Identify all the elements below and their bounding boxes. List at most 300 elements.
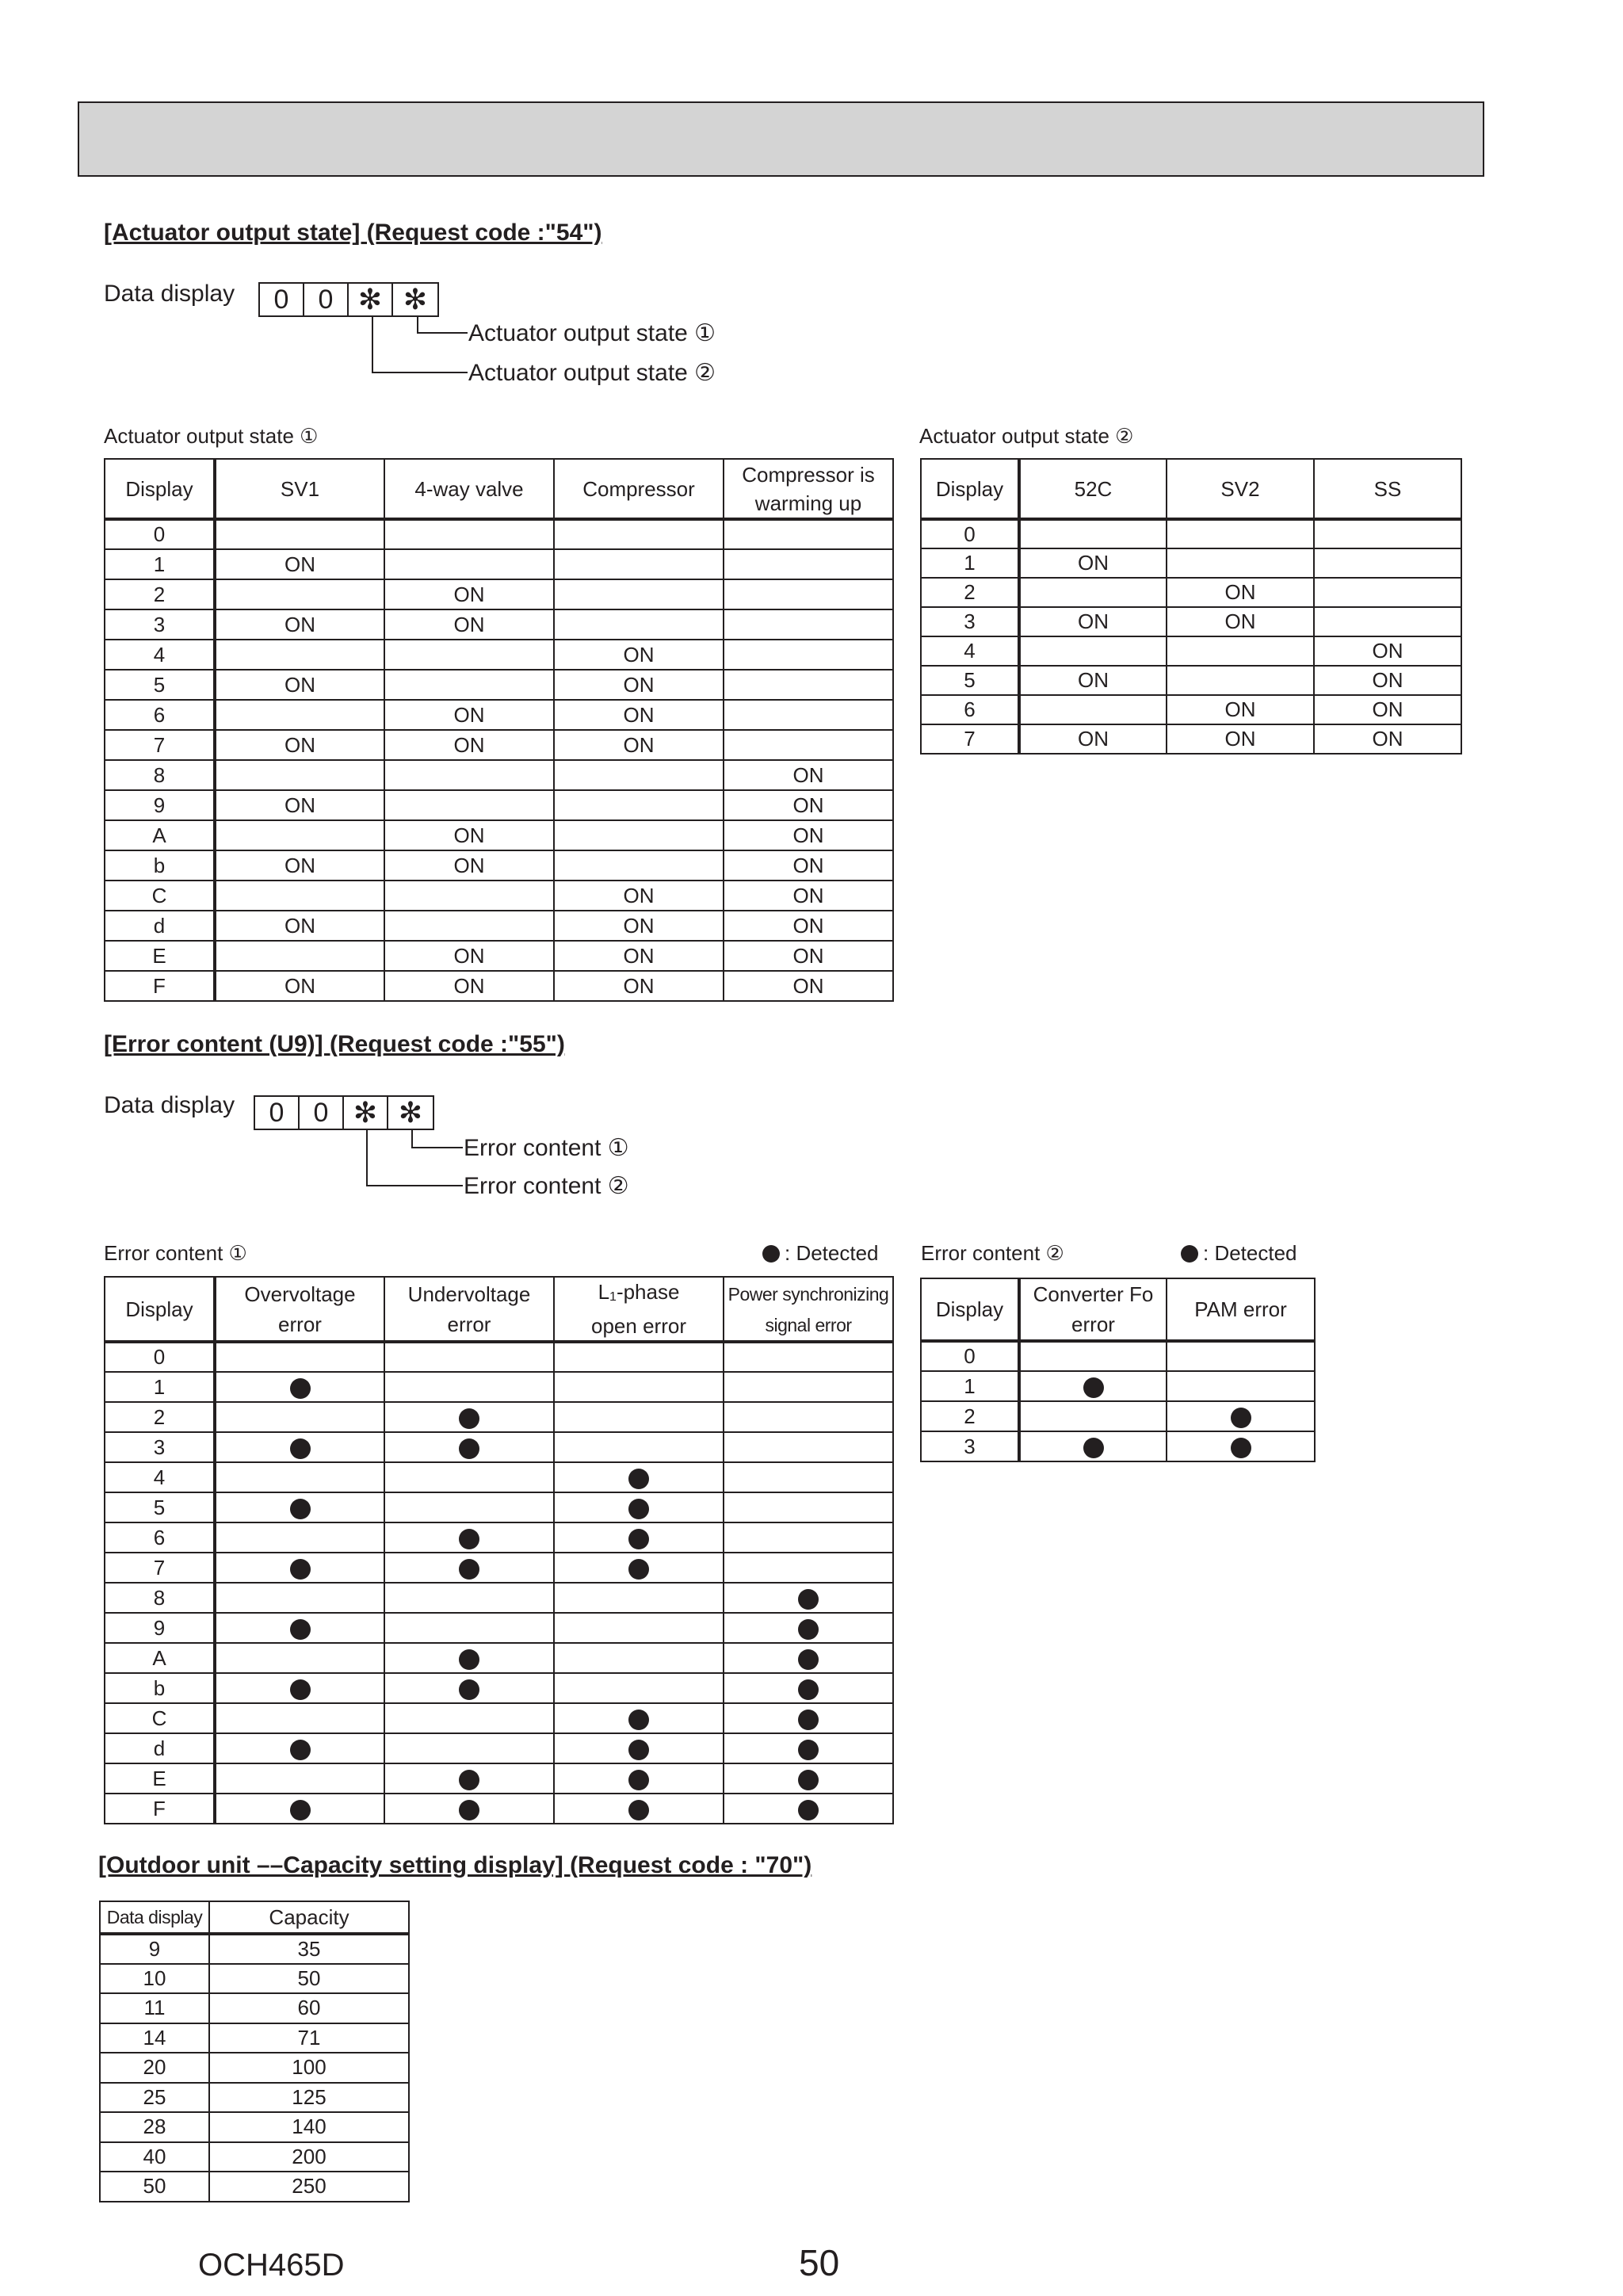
error-section-title: [Error content (U9)] (Request code :"55")	[104, 1031, 565, 1057]
state-cell	[1019, 695, 1167, 724]
state-cell	[724, 700, 893, 730]
display-digit: 0	[300, 1097, 344, 1129]
detected-dot-icon	[459, 1408, 479, 1429]
state-cell: ON	[215, 971, 384, 1001]
error-flag-cell	[215, 1372, 384, 1402]
error-flag-cell	[215, 1643, 384, 1673]
state-cell	[724, 549, 893, 579]
column-header: Display	[105, 459, 215, 519]
state-cell	[724, 609, 893, 640]
error-flag-cell	[215, 1583, 384, 1613]
state-cell: ON	[1314, 636, 1461, 666]
capacity-cell: 50	[209, 1964, 409, 1994]
state-cell: ON	[215, 850, 384, 881]
capacity-section-title: [Outdoor unit ––Capacity setting display] (Request code : "70")	[98, 1852, 812, 1878]
display-code-cell: 1	[921, 1371, 1019, 1401]
state-cell	[554, 519, 724, 549]
display-digit: 0	[255, 1097, 300, 1129]
display-digit: ✻	[349, 284, 393, 315]
error-flag-cell	[384, 1643, 554, 1673]
table-row	[105, 1492, 893, 1522]
display-code-cell: 1	[921, 548, 1019, 578]
display-code-cell: 0	[105, 519, 215, 549]
header-text: Display	[935, 1297, 1004, 1321]
display-digit: 0	[304, 284, 349, 315]
table-row	[100, 2023, 409, 2053]
error-flag-cell	[1019, 1371, 1167, 1401]
state-cell	[1019, 578, 1167, 607]
table-row	[921, 578, 1461, 607]
state-cell: ON	[554, 640, 724, 670]
state-cell	[384, 911, 554, 941]
table-row	[100, 2172, 409, 2202]
display-code-cell: F	[105, 971, 215, 1001]
table-row	[105, 1613, 893, 1643]
detected-dot-icon	[628, 1529, 649, 1549]
detected-dot-icon	[290, 1679, 311, 1700]
table-row	[921, 1431, 1315, 1461]
table-row	[105, 519, 893, 549]
error-flag-cell	[384, 1522, 554, 1553]
detected-dot-icon	[1181, 1245, 1198, 1263]
state-cell	[724, 730, 893, 760]
column-header: Display	[921, 459, 1019, 519]
display-code-cell: 3	[921, 1431, 1019, 1461]
error-flag-cell	[384, 1432, 554, 1462]
detected-dot-icon	[290, 1619, 311, 1640]
error-flag-cell	[554, 1673, 724, 1703]
error-table2-caption: Error content ②	[921, 1241, 1064, 1265]
legend-text: : Detected	[785, 1241, 879, 1265]
state-cell: ON	[215, 609, 384, 640]
display-code-cell: 3	[105, 609, 215, 640]
actuator-callout-1: Actuator output state ①	[468, 320, 716, 346]
data-display-cell: 20	[100, 2053, 209, 2083]
display-code-cell: 6	[105, 1522, 215, 1553]
state-cell	[215, 820, 384, 850]
state-cell: ON	[1019, 607, 1167, 636]
display-code-cell: 0	[921, 519, 1019, 548]
state-cell	[384, 760, 554, 790]
state-cell: ON	[554, 971, 724, 1001]
display-code-cell: 2	[105, 579, 215, 609]
display-code-cell: d	[105, 911, 215, 941]
header-text: error	[1071, 1312, 1115, 1336]
error-table1-caption: Error content ①	[104, 1241, 247, 1265]
header-text: L	[598, 1280, 610, 1304]
error-flag-cell	[1019, 1341, 1167, 1371]
error-flag-cell	[215, 1553, 384, 1583]
header-text: Power synchronizing	[727, 1283, 889, 1305]
display-code-cell: 5	[105, 1492, 215, 1522]
error-flag-cell	[724, 1673, 893, 1703]
state-cell	[554, 820, 724, 850]
header-text: signal error	[765, 1314, 852, 1335]
state-cell: ON	[1167, 724, 1314, 754]
detected-dot-icon	[798, 1589, 819, 1610]
state-cell	[1314, 578, 1461, 607]
table-row	[105, 1432, 893, 1462]
table-row	[921, 1371, 1315, 1401]
column-header: SS	[1314, 459, 1461, 519]
error-flag-cell	[215, 1763, 384, 1794]
error-flag-cell	[554, 1763, 724, 1794]
table-row	[105, 1703, 893, 1733]
error-flag-cell	[554, 1733, 724, 1763]
detected-dot-icon	[798, 1770, 819, 1790]
footer-model-number: OCH465D	[198, 2248, 345, 2283]
display-code-cell: 4	[105, 640, 215, 670]
detected-dot-icon	[1231, 1438, 1251, 1458]
display-code-cell: 8	[105, 760, 215, 790]
header-text: Display	[125, 1297, 193, 1321]
data-display-cell: 28	[100, 2112, 209, 2142]
state-cell: ON	[1314, 666, 1461, 695]
display-code-cell: 7	[921, 724, 1019, 754]
table-row	[100, 2083, 409, 2113]
table-row	[105, 941, 893, 971]
table-row	[105, 730, 893, 760]
detected-dot-icon	[459, 1438, 479, 1459]
display-code-cell: C	[105, 881, 215, 911]
table-row	[105, 790, 893, 820]
error-flag-cell	[724, 1733, 893, 1763]
display-code-cell: 0	[921, 1341, 1019, 1371]
actuator-output-table-1	[104, 458, 894, 1002]
error-callout-lines	[0, 1030, 1623, 1236]
error-flag-cell	[384, 1462, 554, 1492]
state-cell	[554, 790, 724, 820]
column-header	[105, 1277, 215, 1342]
display-code-cell: 7	[105, 1553, 215, 1583]
state-cell: ON	[384, 971, 554, 1001]
data-display-cell: 40	[100, 2142, 209, 2172]
table-row	[105, 760, 893, 790]
state-cell: ON	[1314, 724, 1461, 754]
detected-dot-icon	[628, 1800, 649, 1820]
error-flag-cell	[724, 1462, 893, 1492]
table-row	[105, 700, 893, 730]
detected-dot-icon	[290, 1378, 311, 1399]
error-flag-cell	[724, 1643, 893, 1673]
error-content-table-1	[104, 1276, 894, 1824]
display-code-cell: 2	[921, 578, 1019, 607]
state-cell: ON	[1167, 695, 1314, 724]
state-cell	[724, 640, 893, 670]
state-cell: ON	[724, 820, 893, 850]
display-code-cell: 3	[921, 607, 1019, 636]
error-flag-cell	[215, 1342, 384, 1372]
header-text: error	[447, 1312, 491, 1336]
table-row	[105, 1462, 893, 1492]
error-table2-legend	[1181, 1241, 1297, 1266]
state-cell	[1019, 636, 1167, 666]
detected-dot-icon	[1083, 1377, 1104, 1398]
display-code-cell: 4	[105, 1462, 215, 1492]
state-cell	[384, 549, 554, 579]
detected-dot-icon	[628, 1770, 649, 1790]
state-cell: ON	[215, 790, 384, 820]
table-row	[105, 1342, 893, 1372]
error-flag-cell	[554, 1372, 724, 1402]
capacity-table	[99, 1901, 410, 2202]
error-flag-cell	[1019, 1431, 1167, 1461]
error-flag-cell	[384, 1342, 554, 1372]
detected-dot-icon	[459, 1800, 479, 1820]
display-digit: 0	[260, 284, 304, 315]
header-text: error	[278, 1312, 322, 1336]
column-header: Compressor is warming up	[724, 459, 893, 519]
state-cell: ON	[554, 730, 724, 760]
state-cell	[384, 670, 554, 700]
error-flag-cell	[554, 1432, 724, 1462]
error-flag-cell	[724, 1794, 893, 1824]
table-row	[105, 1643, 893, 1673]
column-header	[921, 1278, 1019, 1341]
table-row	[100, 2142, 409, 2172]
error-flag-cell	[724, 1342, 893, 1372]
display-code-cell: 5	[921, 666, 1019, 695]
header-subscript: 1	[609, 1290, 617, 1304]
table-row	[105, 1733, 893, 1763]
error-flag-cell	[554, 1402, 724, 1432]
state-cell: ON	[724, 881, 893, 911]
detected-dot-icon	[459, 1649, 479, 1670]
state-cell: ON	[384, 609, 554, 640]
table-row	[105, 850, 893, 881]
error-flag-cell	[554, 1522, 724, 1553]
table-row	[105, 971, 893, 1001]
state-cell	[554, 609, 724, 640]
state-cell: ON	[1019, 724, 1167, 754]
display-code-cell: E	[105, 941, 215, 971]
state-cell: ON	[1019, 666, 1167, 695]
detected-dot-icon	[798, 1679, 819, 1700]
state-cell: ON	[554, 911, 724, 941]
display-code-cell: b	[105, 850, 215, 881]
table-row	[105, 1522, 893, 1553]
display-code-cell: 4	[921, 636, 1019, 666]
state-cell	[215, 579, 384, 609]
error-callout-2: Error content ②	[464, 1173, 629, 1199]
display-code-cell: 6	[105, 700, 215, 730]
table-row	[105, 1553, 893, 1583]
table-row	[921, 607, 1461, 636]
legend-text: : Detected	[1203, 1241, 1297, 1265]
detected-dot-icon	[459, 1770, 479, 1790]
data-display-cell: 11	[100, 1993, 209, 2023]
error-flag-cell	[724, 1372, 893, 1402]
error-flag-cell	[724, 1402, 893, 1432]
table-row	[105, 1402, 893, 1432]
capacity-cell: 71	[209, 2023, 409, 2053]
data-display-cell: 50	[100, 2172, 209, 2202]
state-cell	[554, 760, 724, 790]
state-cell: ON	[724, 911, 893, 941]
error-flag-cell	[724, 1703, 893, 1733]
state-cell: ON	[384, 700, 554, 730]
detected-dot-icon	[459, 1679, 479, 1700]
display-code-cell: E	[105, 1763, 215, 1794]
error-flag-cell	[554, 1553, 724, 1583]
display-code-cell: A	[105, 1643, 215, 1673]
capacity-cell: 60	[209, 1993, 409, 2023]
state-cell: ON	[724, 790, 893, 820]
table-row	[921, 695, 1461, 724]
error-flag-cell	[215, 1703, 384, 1733]
error-flag-cell	[384, 1763, 554, 1794]
actuator-callout-lines	[0, 0, 1623, 476]
state-cell	[554, 850, 724, 881]
state-cell	[554, 549, 724, 579]
table-row	[105, 1794, 893, 1824]
error-flag-cell	[1167, 1341, 1315, 1371]
table-row	[100, 1993, 409, 2023]
state-cell: ON	[384, 850, 554, 881]
display-code-cell: 1	[105, 549, 215, 579]
display-code-cell: F	[105, 1794, 215, 1824]
state-cell	[724, 579, 893, 609]
display-digit: ✻	[398, 1096, 423, 1129]
state-cell: ON	[215, 730, 384, 760]
table-row	[100, 2053, 409, 2083]
error-flag-cell	[1167, 1431, 1315, 1461]
display-code-cell: 2	[105, 1402, 215, 1432]
error-flag-cell	[554, 1492, 724, 1522]
footer-page-number: 50	[799, 2242, 840, 2283]
display-digit: ✻	[403, 283, 428, 315]
state-cell	[215, 760, 384, 790]
table-row	[105, 1372, 893, 1402]
column-header: SV1	[215, 459, 384, 519]
table-row	[105, 1763, 893, 1794]
column-header	[1167, 1278, 1315, 1341]
detected-dot-icon	[290, 1740, 311, 1760]
state-cell	[215, 881, 384, 911]
actuator-data-display-label: Data display	[104, 281, 235, 307]
error-flag-cell	[1167, 1371, 1315, 1401]
display-code-cell: 2	[921, 1401, 1019, 1431]
error-flag-cell	[384, 1492, 554, 1522]
error-flag-cell	[724, 1492, 893, 1522]
error-flag-cell	[554, 1794, 724, 1824]
column-header: Capacity	[209, 1901, 409, 1934]
detected-dot-icon	[1231, 1408, 1251, 1428]
capacity-cell: 250	[209, 2172, 409, 2202]
error-flag-cell	[215, 1492, 384, 1522]
error-data-display-label: Data display	[104, 1092, 235, 1118]
error-flag-cell	[215, 1733, 384, 1763]
error-flag-cell	[554, 1643, 724, 1673]
header-text: -phase	[616, 1280, 680, 1304]
data-display-cell: 25	[100, 2083, 209, 2113]
column-header: SV2	[1167, 459, 1314, 519]
state-cell	[554, 579, 724, 609]
error-flag-cell	[724, 1522, 893, 1553]
detected-dot-icon	[798, 1710, 819, 1730]
error-flag-cell	[724, 1583, 893, 1613]
detected-dot-icon	[290, 1800, 311, 1820]
error-flag-cell	[215, 1794, 384, 1824]
header-text: open error	[591, 1314, 686, 1338]
error-flag-cell	[384, 1613, 554, 1643]
state-cell	[1314, 548, 1461, 578]
table-row	[921, 1341, 1315, 1371]
state-cell: ON	[724, 850, 893, 881]
column-header	[554, 1277, 724, 1342]
data-display-cell: 10	[100, 1964, 209, 1994]
capacity-cell: 100	[209, 2053, 409, 2083]
table-row	[921, 666, 1461, 695]
state-cell: ON	[1167, 607, 1314, 636]
state-cell	[724, 670, 893, 700]
display-code-cell: 1	[105, 1372, 215, 1402]
display-code-cell: 5	[105, 670, 215, 700]
state-cell	[384, 790, 554, 820]
state-cell: ON	[724, 941, 893, 971]
state-cell	[215, 700, 384, 730]
detected-dot-icon	[628, 1740, 649, 1760]
error-flag-cell	[215, 1402, 384, 1432]
state-cell	[724, 519, 893, 549]
actuator-table1-caption: Actuator output state ①	[104, 424, 319, 448]
column-header	[384, 1277, 554, 1342]
table-row	[100, 1964, 409, 1994]
header-text: PAM error	[1194, 1297, 1287, 1321]
state-cell: ON	[1019, 548, 1167, 578]
table-row	[100, 2112, 409, 2142]
state-cell: ON	[724, 971, 893, 1001]
column-header: 4-way valve	[384, 459, 554, 519]
header-text: Overvoltage	[244, 1282, 356, 1306]
error-flag-cell	[724, 1553, 893, 1583]
detected-dot-icon	[798, 1740, 819, 1760]
detected-dot-icon	[628, 1710, 649, 1730]
error-flag-cell	[554, 1342, 724, 1372]
column-header: 52C	[1019, 459, 1167, 519]
table-row	[105, 579, 893, 609]
state-cell: ON	[1167, 578, 1314, 607]
detected-dot-icon	[762, 1245, 780, 1263]
state-cell: ON	[215, 549, 384, 579]
error-flag-cell	[215, 1522, 384, 1553]
error-flag-cell	[724, 1763, 893, 1794]
table-row	[105, 820, 893, 850]
error-flag-cell	[724, 1613, 893, 1643]
error-flag-cell	[215, 1432, 384, 1462]
error-callout-1: Error content ①	[464, 1135, 629, 1161]
table-row	[921, 548, 1461, 578]
detected-dot-icon	[290, 1559, 311, 1580]
error-flag-cell	[384, 1703, 554, 1733]
display-code-cell: 3	[105, 1432, 215, 1462]
column-header: Compressor	[554, 459, 724, 519]
column-header	[724, 1277, 893, 1342]
table-row	[921, 636, 1461, 666]
error-flag-cell	[215, 1613, 384, 1643]
header-text: Undervoltage	[407, 1282, 531, 1306]
state-cell: ON	[384, 820, 554, 850]
state-cell	[1167, 548, 1314, 578]
table-row	[921, 1401, 1315, 1431]
table-row	[105, 1583, 893, 1613]
state-cell	[384, 519, 554, 549]
state-cell: ON	[215, 670, 384, 700]
error-flag-cell	[215, 1462, 384, 1492]
state-cell: ON	[384, 730, 554, 760]
detected-dot-icon	[459, 1529, 479, 1549]
detected-dot-icon	[290, 1499, 311, 1519]
